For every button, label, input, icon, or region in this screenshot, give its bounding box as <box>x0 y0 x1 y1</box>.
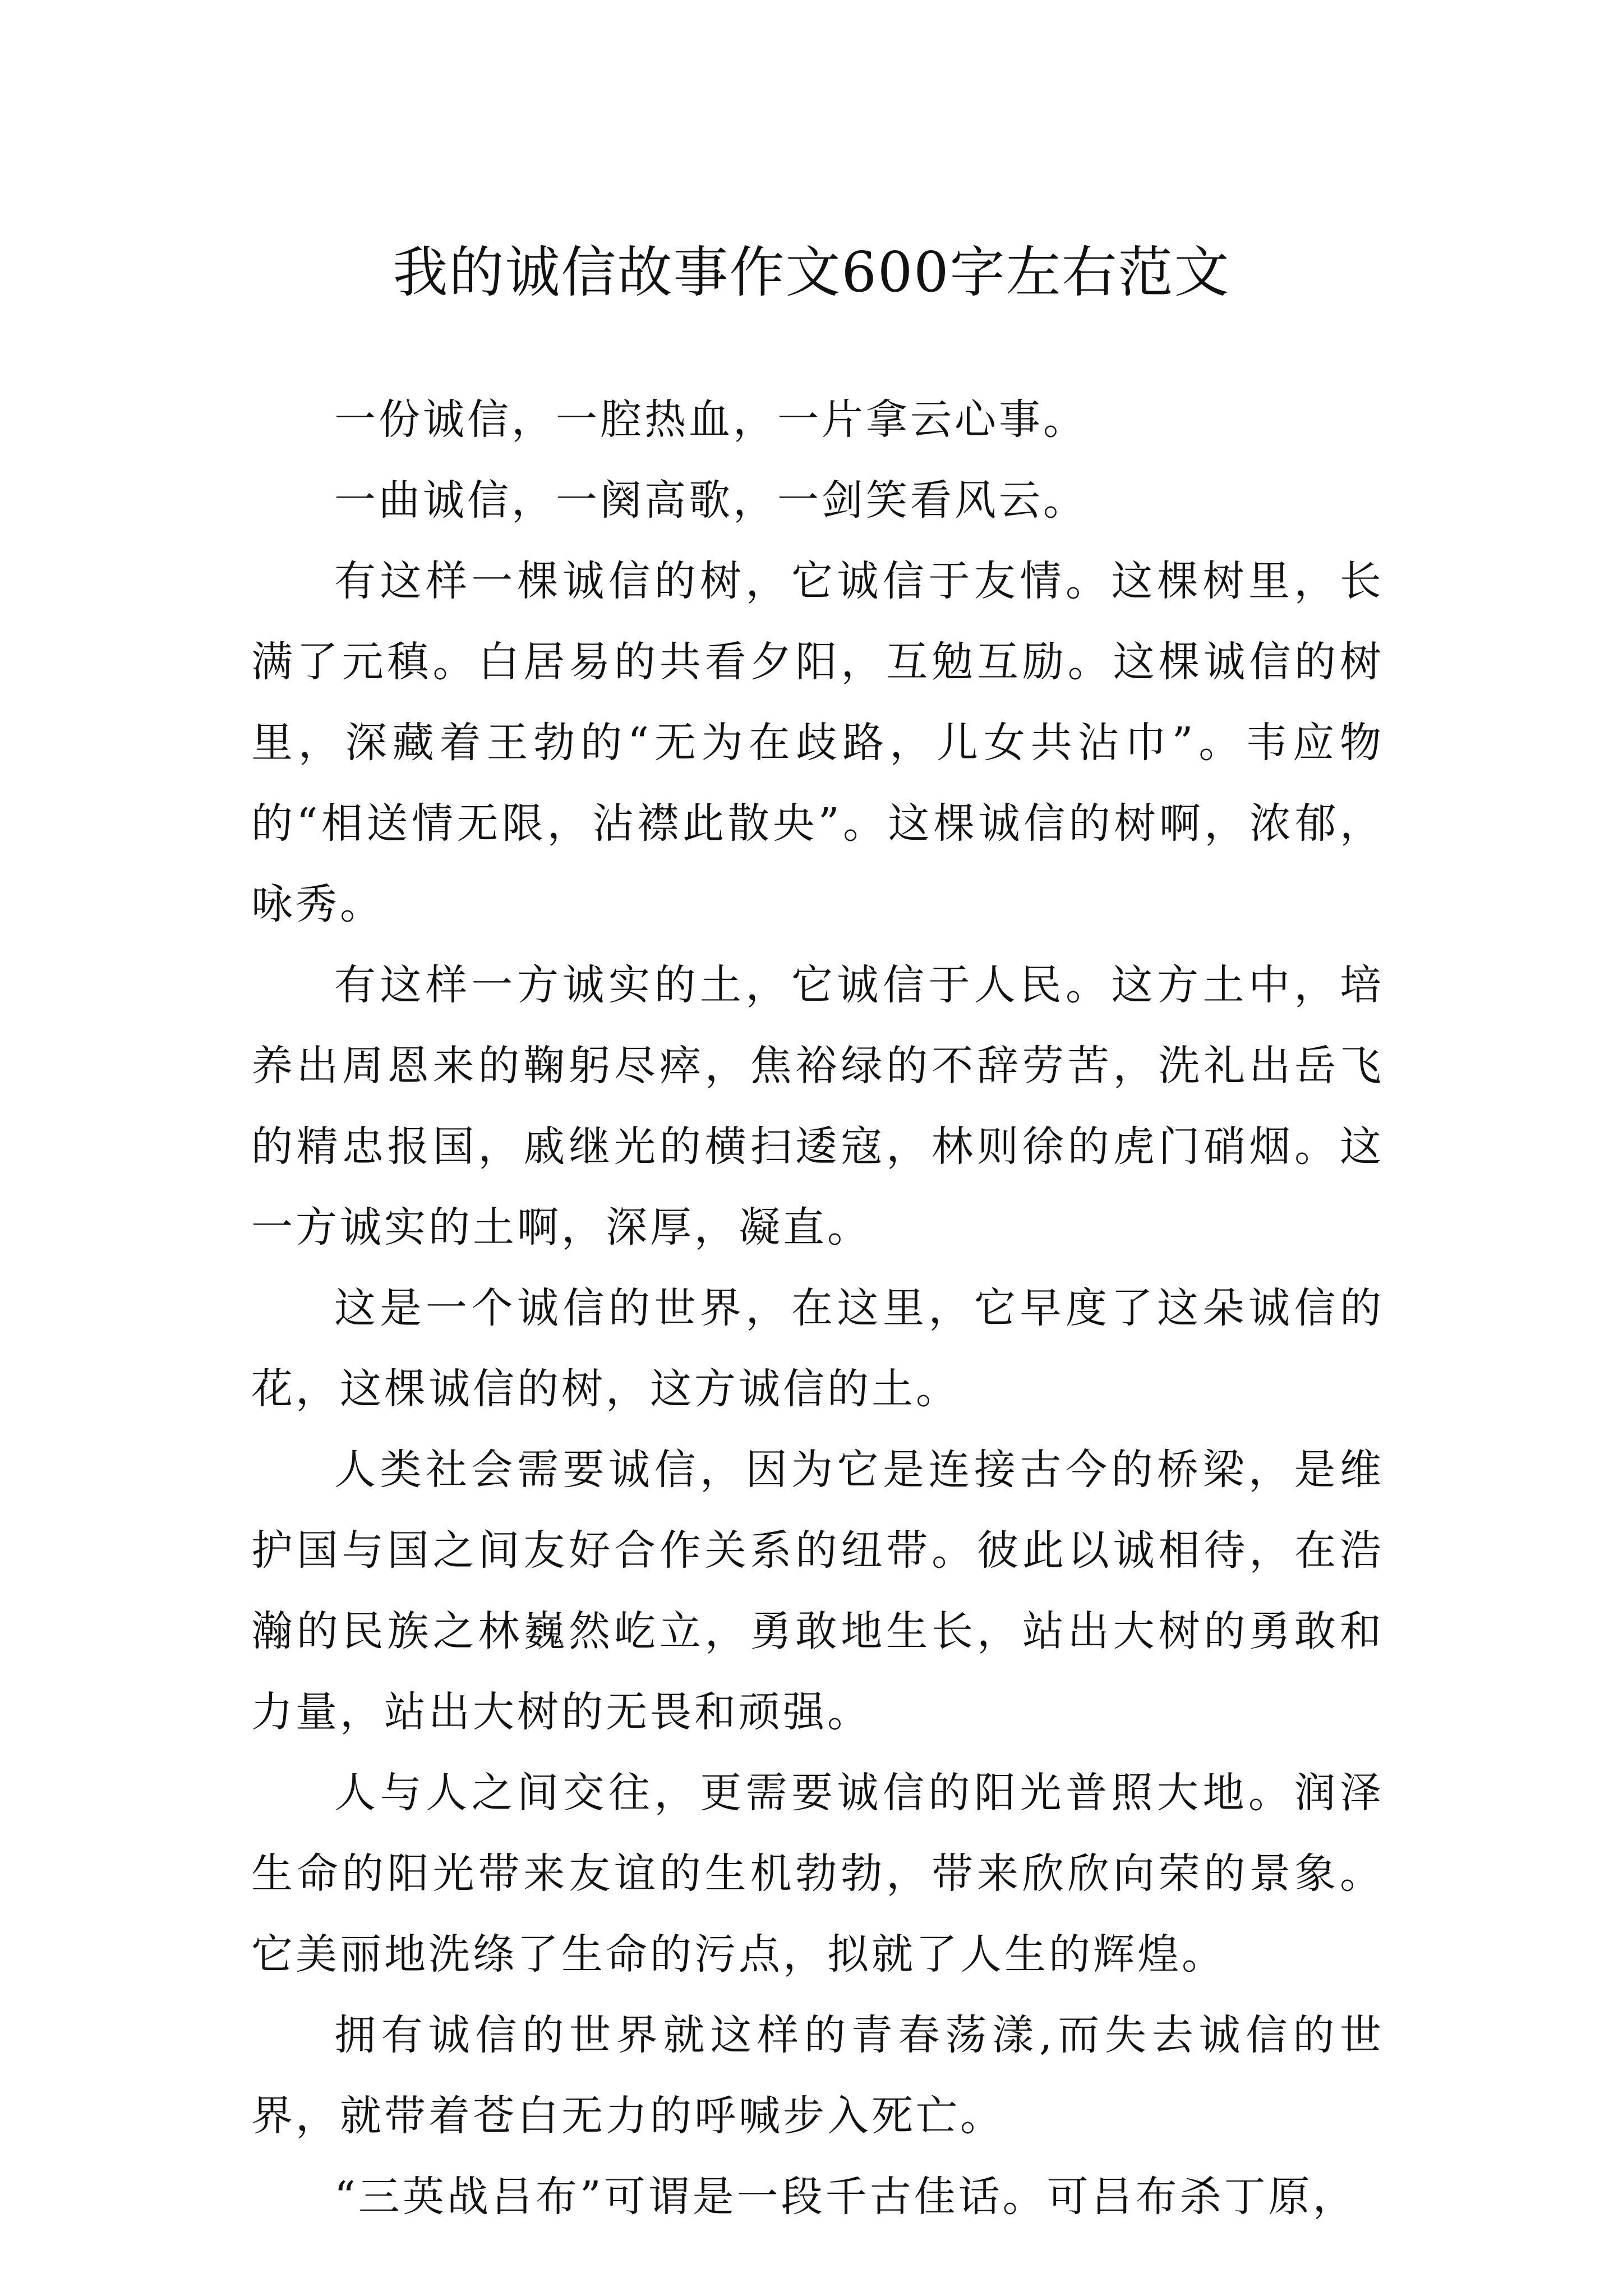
paragraph: 有这样一方诚实的土，它诚信于人民。这方土中，培养出周恩来的鞠躬尽瘁，焦裕绿的不辞劳苦，洗礼出岳飞的精忠报国，戚继光的横扫逶寇，林则徐的虎门硝烟。这一方诚实的土啊，深厚，凝直。 <box>251 961 1384 1251</box>
paragraph: 一曲诚信，一阕高歌，一剑笑看风云。 <box>334 476 1087 524</box>
paragraph: 人类社会需要诚信，因为它是连接古今的桥梁，是维护国与国之间友好合作关系的纽带。彼此以诚相待，在浩瀚的民族之林巍然屹立，勇敢地生长，站出大树的勇敢和力量，站出大树的无畏和顽强。 <box>251 1446 1384 1736</box>
document-title: 我的诚信故事作文600字左右范文 <box>393 240 1230 305</box>
paragraph: 拥有诚信的世界就这样的青春荡漾,而失去诚信的世界，就带着苍白无力的呼喊步入死亡。 <box>251 2011 1384 2140</box>
paragraph: 一份诚信，一腔热血，一片拿云心事。 <box>334 395 1087 444</box>
paragraph: 人与人之间交往，更需要诚信的阳光普照大地。润泽生命的阳光带来友谊的生机勃勃，带来欣欣向荣的景象。它美丽地洗绦了生命的污点，拟就了人生的辉煌。 <box>251 1769 1384 1978</box>
paragraph: 有这样一棵诚信的树，它诚信于友情。这棵树里，长满了元稹。白居易的共看夕阳，互勉互励。这棵诚信的树里，深藏着王勃的“无为在歧路，儿女共沾巾”。韦应物的“相送情无限，沾襟此散央”。这棵诚信的树啊，浓郁，咏秀。 <box>251 557 1384 928</box>
paragraph: 这是一个诚信的世界，在这里，它早度了这朵诚信的花，这棵诚信的树，这方诚信的土。 <box>251 1284 1384 1413</box>
paragraph: “三英战吕布”可谓是一段千古佳话。可吕布杀丁原， <box>334 2173 1357 2221</box>
document-body <box>251 379 1384 2237</box>
